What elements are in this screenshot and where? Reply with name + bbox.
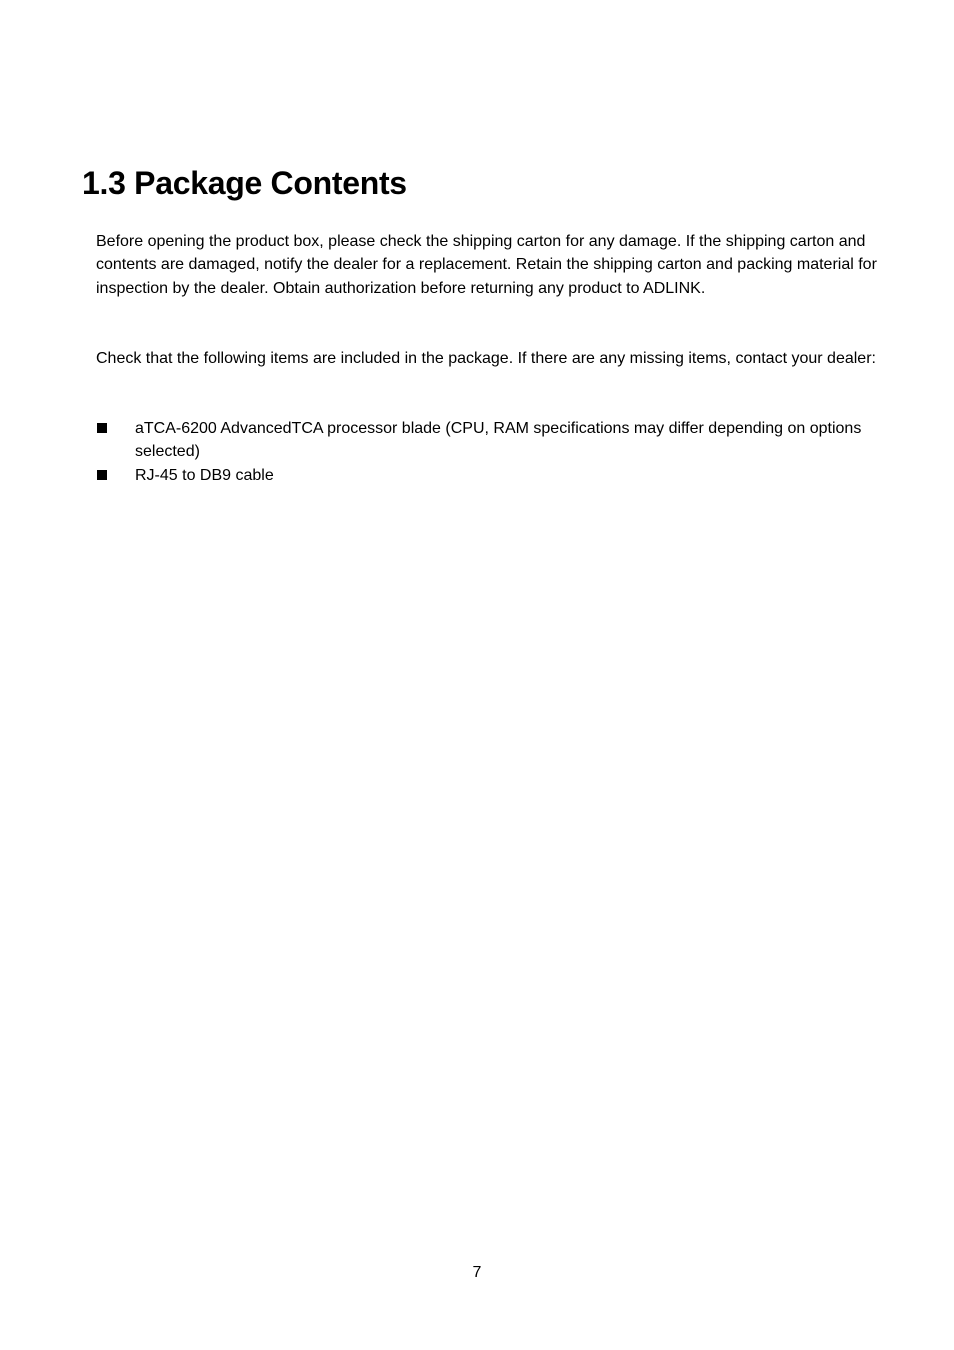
list-item (96, 464, 875, 487)
intro-paragraph: Before opening the product box, please check the shipping carton for any damage. If the shipping carton and contents are damaged, notify the dealer for a replacement. Retain the shipping carton and packing material for inspection by the dealer. Obtain authorization before returning any product to ADLINK. (96, 233, 877, 297)
list-item (96, 417, 875, 464)
page-number: 7 (472, 1264, 482, 1281)
square-bullet-icon (97, 470, 107, 480)
package-items-list (96, 417, 896, 487)
list-item-text: RJ-45 to DB9 cable (135, 466, 274, 484)
section-heading: 1.3 Package Contents (82, 165, 407, 201)
checklist-paragraph: Check that the following items are included in the package. If there are any missing items, contact your dealer: (96, 350, 876, 367)
list-item-text: aTCA-6200 AdvancedTCA processor blade (CPU, RAM specifications may differ depending on options selected) (135, 420, 862, 461)
square-bullet-icon (97, 423, 107, 433)
